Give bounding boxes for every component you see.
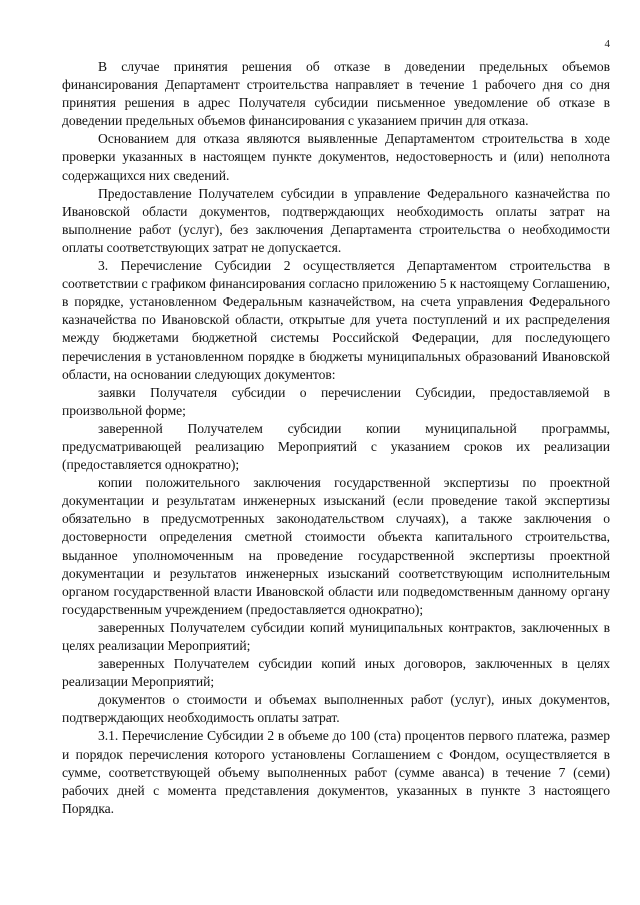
paragraph-clause-3: 3. Перечисление Субсидии 2 осуществляется Департаментом строительства в соответствии с графиком финансирования согласно приложению 5 к настоящему Соглашению, в порядке, установленном Федеральным казначейством, на счета управления Федерального казначейства по Ивановской области, открытые для учета поступлений и их распределения между бюджетами бюджетной системы Российской Федерации, для последующего перечисления в установленном порядке в бюджеты муниципальных образований Ивановской области, на основании следующих документов: (62, 258, 610, 382)
page-number: 4 (604, 38, 610, 50)
document-body (62, 58, 610, 818)
paragraph-list-item-expertise: копии положительного заключения государственной экспертизы по проектной документации и результатам инженерных изысканий (если проведение такой экспертизы обязательно в предусмотренных законодательством случаях), а также заключения о достоверности определения сметной стоимости объекта капитального строительства, выданное уполномоченным на проведение государственной экспертизы проектной документации и результатов инженерных изысканий соответствующим исполнительным органом государственной власти Ивановской области или подведомственным данному органу государственным учреждением (предоставляется однократно); (62, 475, 610, 617)
paragraph-refusal-notice: В случае принятия решения об отказе в доведении предельных объемов финансирования Департамент строительства направляет в течение 1 рабочего дня со дня принятия решения в адрес Получателя субсидии письменное уведомление об отказе в доведении предельных объемов финансирования с указанием причин для отказа. (62, 59, 610, 129)
paragraph-treasury-submission: Предоставление Получателем субсидии в управление Федерального казначейства по Ивановской области документов, подтверждающих необходимость оплаты затрат на выполнение работ (услуг), без заключения Департамента строительства о необходимости оплаты соответствующих затрат не допускается. (62, 185, 610, 255)
paragraph-clause-3-1: 3.1. Перечисление Субсидии 2 в объеме до 100 (ста) процентов первого платежа, размер и порядок перечисления которого установлены Соглашением с Фондом, осуществляется в сумме, соответствующей объему выполненных работ (сумме аванса) в течение 7 (семи) рабочих дней с момента представления документов, указанных в пункте 3 настоящего Порядка. (62, 728, 610, 816)
paragraph-list-item-application: заявки Получателя субсидии о перечислении Субсидии, предоставляемой в произвольной форме; (62, 384, 610, 418)
paragraph-list-item-program-copy: заверенной Получателем субсидии копии муниципальной программы, предусматривающей реализацию Мероприятий с указанием сроков их реализации (предоставляется однократно); (62, 420, 610, 473)
paragraph-list-item-other-agreements: заверенных Получателем субсидии копий иных договоров, заключенных в целях реализации Мероприятий; (62, 656, 610, 690)
paragraph-list-item-contracts: заверенных Получателем субсидии копий муниципальных контрактов, заключенных в целях реализации Мероприятий; (62, 619, 610, 653)
paragraph-list-item-cost-documents: документов о стоимости и объемах выполненных работ (услуг), иных документов, подтверждающих необходимость оплаты затрат. (62, 692, 610, 726)
paragraph-refusal-grounds: Основанием для отказа являются выявленные Департаментом строительства в ходе проверки указанных в настоящем пункте документов, недостоверность и (или) неполнота содержащихся них сведений. (62, 131, 610, 183)
